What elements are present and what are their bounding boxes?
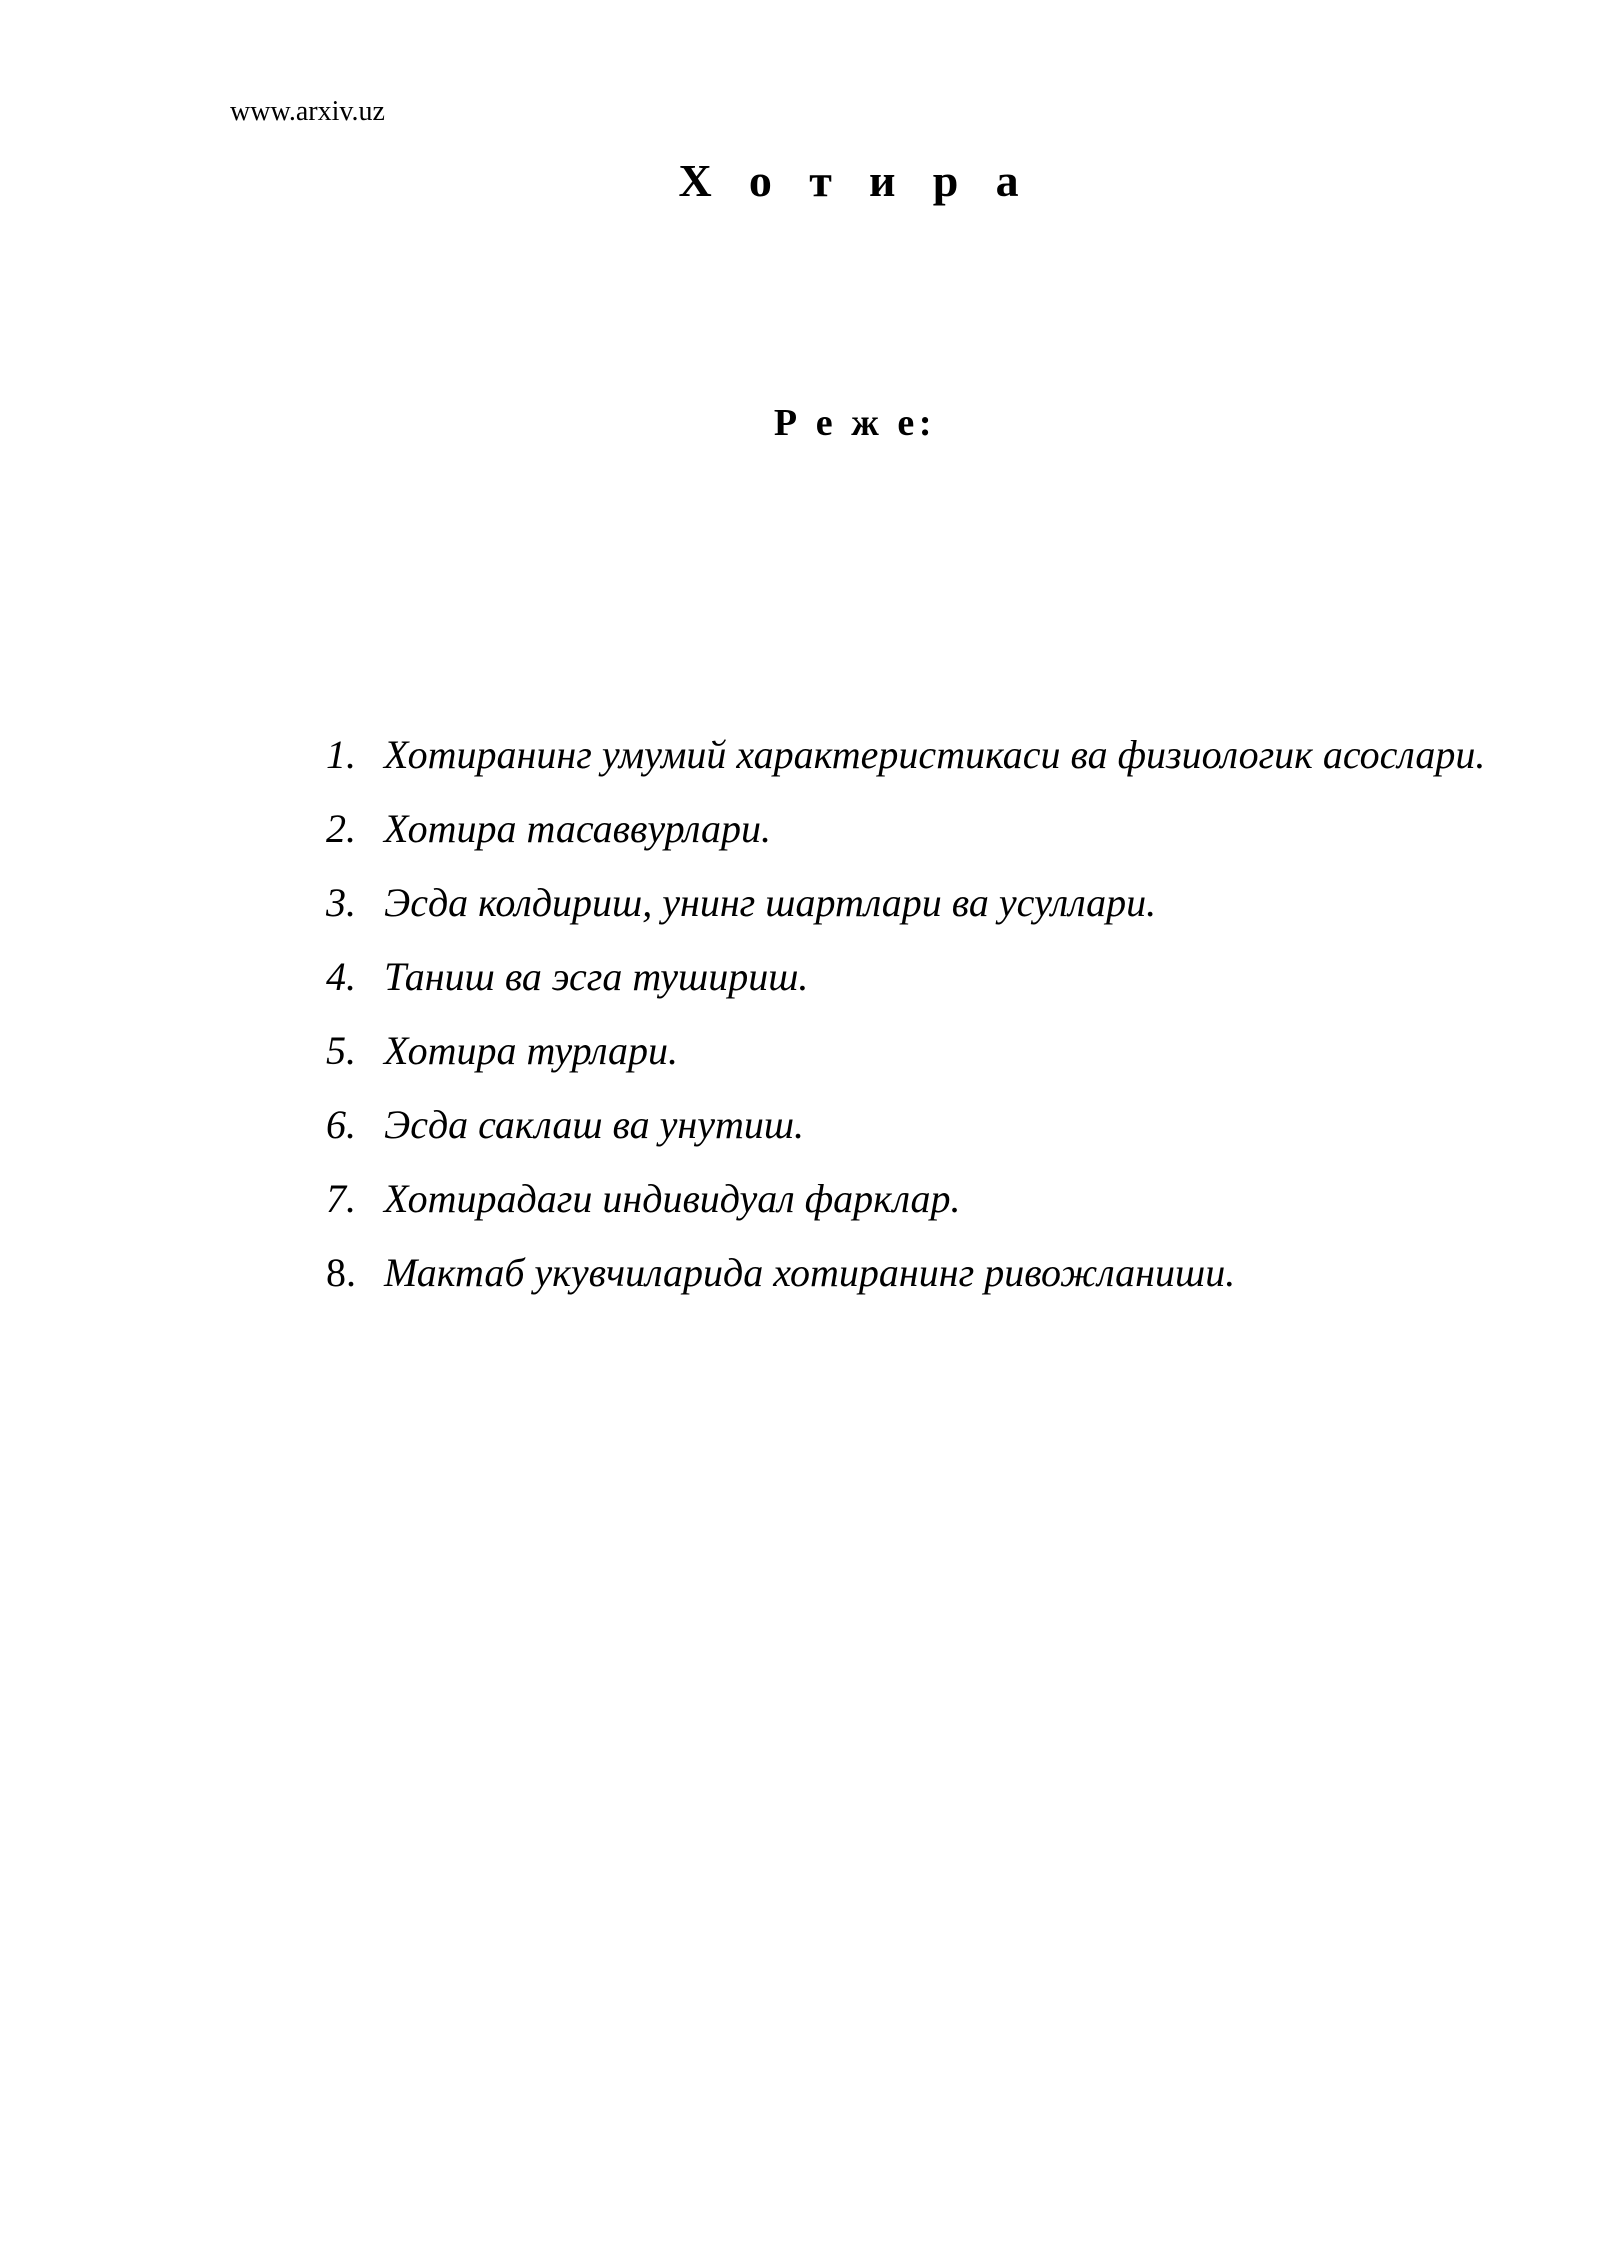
list-item-number: 7. <box>326 1176 356 1221</box>
list-item <box>326 1088 1492 1162</box>
list-item-text: Мактаб укувчиларида хотиранинг ривожланиши. <box>384 1250 1236 1295</box>
list-item-number: 4. <box>326 954 356 999</box>
list-item <box>326 940 1492 1014</box>
list-item-text: Эсда колдириш, унинг шартлари ва усуллари. <box>384 880 1157 925</box>
list-item-text: Хотира турлари. <box>384 1028 679 1073</box>
list-item-number: 5. <box>326 1028 356 1073</box>
list-item-text: Таниш ва эсга тушириш. <box>384 954 809 999</box>
plan-list <box>326 718 1492 1310</box>
list-item <box>326 718 1492 792</box>
list-item <box>326 1014 1492 1088</box>
list-item-number: 8. <box>326 1250 356 1295</box>
list-item-number: 1. <box>326 732 356 777</box>
plan-heading: Р е ж е: <box>773 402 937 444</box>
list-item <box>326 792 1492 866</box>
list-item-number: 2. <box>326 806 356 851</box>
document-title: Х о т и р а <box>678 155 1032 206</box>
list-item-number: 6. <box>326 1102 356 1147</box>
list-item-text: Эсда саклаш ва унутиш. <box>384 1102 805 1147</box>
list-item <box>326 866 1492 940</box>
list-item-number: 3. <box>326 880 356 925</box>
header-url: www.arxiv.uz <box>230 96 385 127</box>
list-item <box>326 1162 1492 1236</box>
list-item <box>326 1236 1492 1310</box>
list-item-text: Хотиранинг умумий характеристикаси ва физиологик асослари. <box>384 732 1486 777</box>
list-item-text: Хотира тасаввурлари. <box>384 806 771 851</box>
list-item-text: Хотирадаги индивидуал фарклар. <box>384 1176 961 1221</box>
